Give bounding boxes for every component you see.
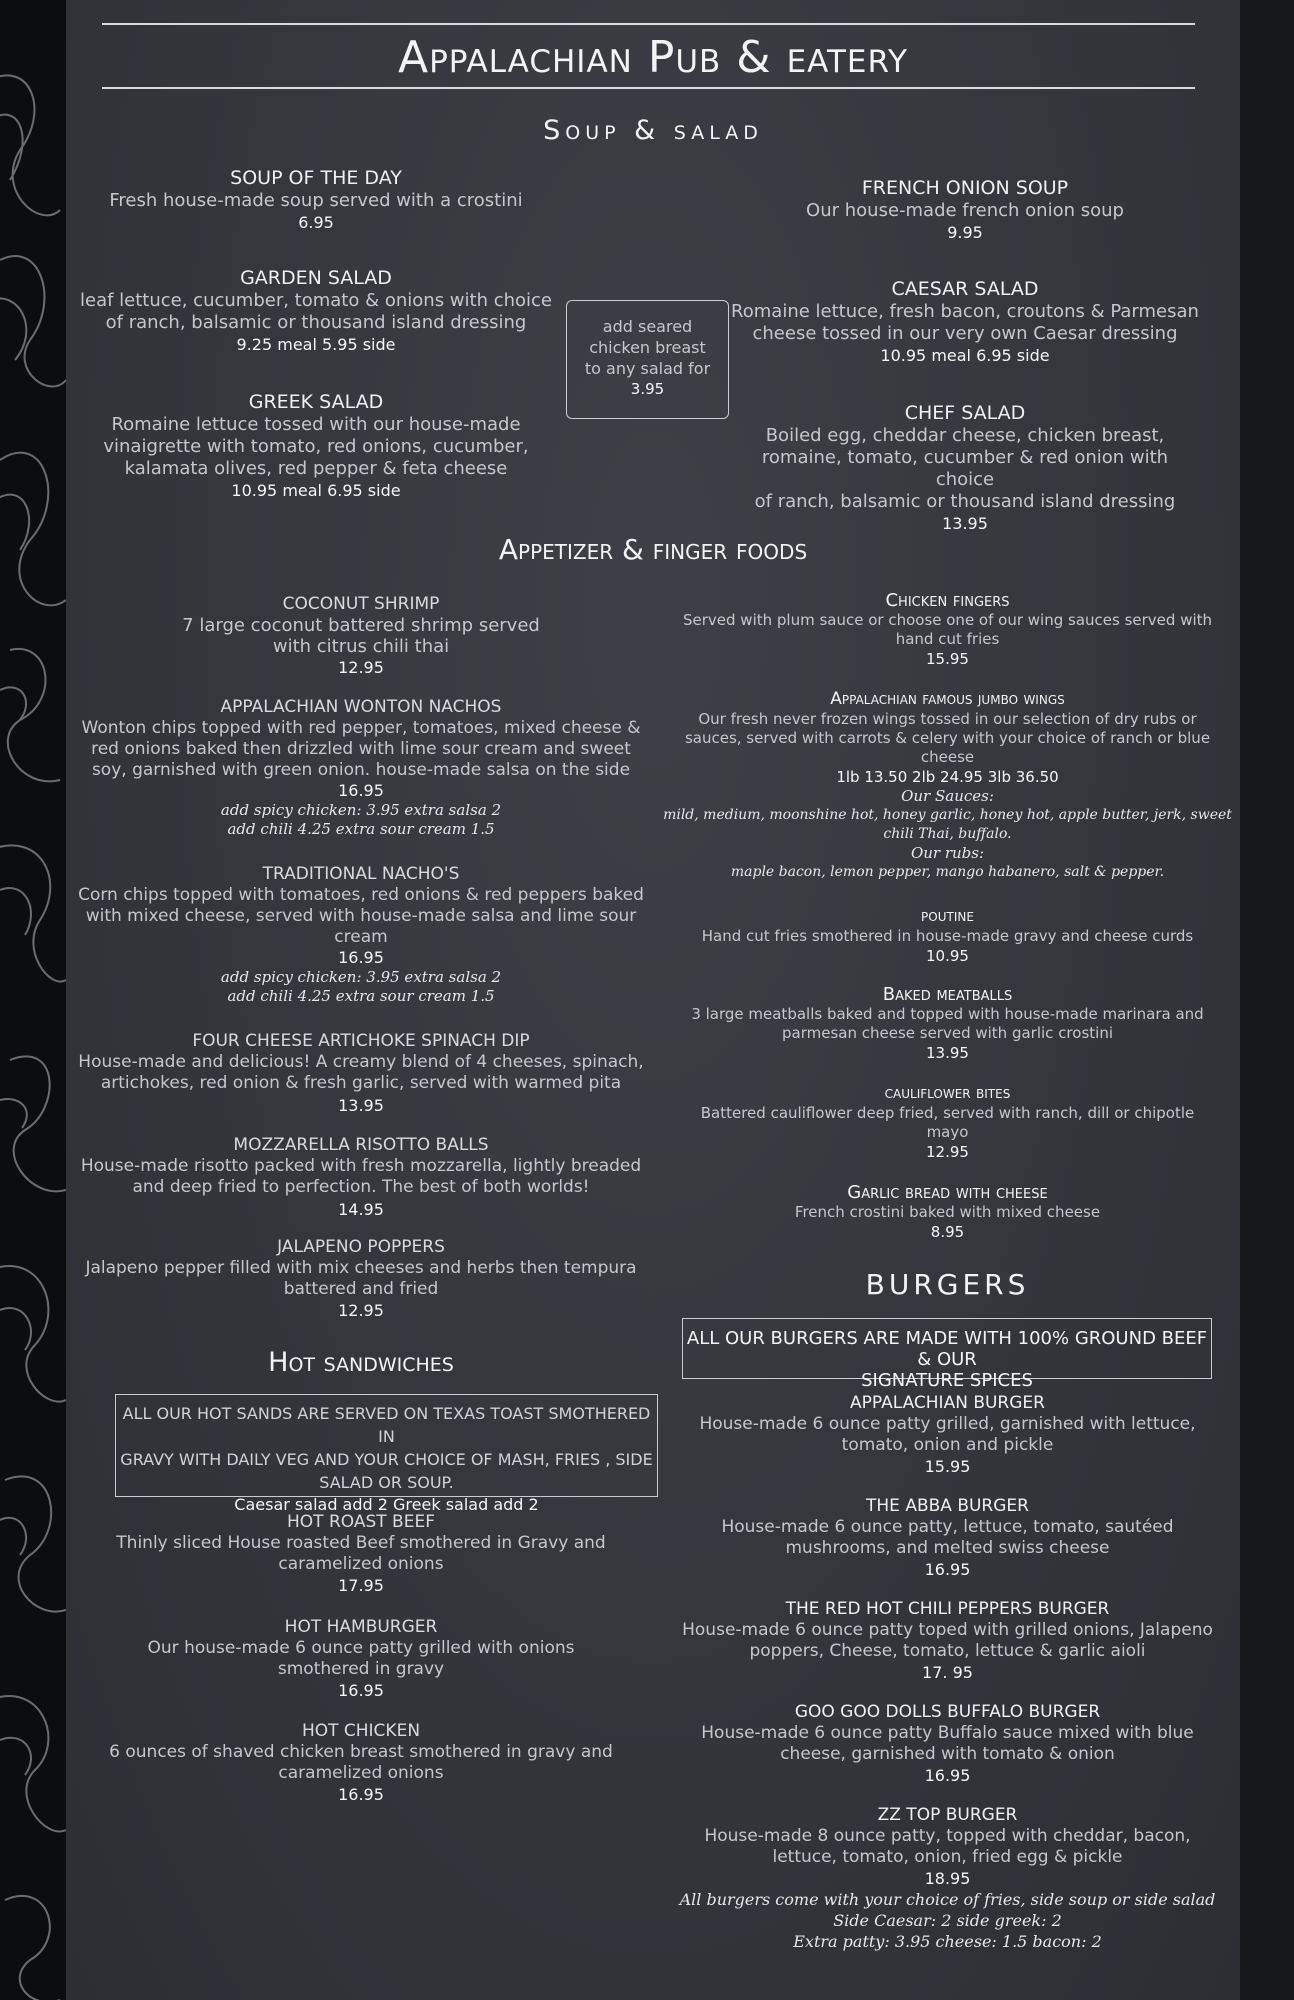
item-description: caramelized onions	[278, 1554, 444, 1574]
item-description: House-made and delicious! A creamy blend of 4 cheeses, spinach,	[78, 1052, 644, 1072]
hot-sandwiches-note	[115, 1402, 658, 1515]
menu-item-french-onion-soup	[730, 176, 1200, 243]
item-name: CAESAR SALAD	[891, 278, 1039, 300]
addon-line: add seared	[602, 317, 693, 336]
rubs-list: maple bacon, lemon pepper, mango habanero, salt & pepper.	[730, 864, 1165, 880]
burgers-footer: All burgers come with your choice of fries, side soup or side salad	[679, 1890, 1216, 1909]
item-name: THE RED HOT CHILI PEPPERS BURGER	[785, 1599, 1110, 1619]
item-price: 16.95	[338, 948, 384, 967]
item-description: and deep fried to perfection. The best of both worlds!	[132, 1177, 590, 1197]
item-name: Appalachian famous jumbo wings	[830, 689, 1065, 709]
section-heading-soup-salad: Soup & salad	[543, 115, 763, 146]
item-description: Boiled egg, cheddar cheese, chicken breast,	[765, 425, 1165, 446]
item-description: House-made 6 ounce patty grilled, garnished with lettuce,	[699, 1414, 1196, 1434]
item-description: Romaine lettuce tossed with our house-made	[111, 414, 521, 435]
item-description: Our fresh never frozen wings tossed in our selection of dry rubs or	[698, 710, 1197, 728]
item-price: 15.95	[926, 650, 969, 668]
item-description: House-made 8 ounce patty, topped with cheddar, bacon,	[704, 1826, 1191, 1846]
item-price: 9.95	[947, 223, 983, 242]
item-price: 10.95	[926, 947, 969, 965]
item-description: battered and fried	[283, 1279, 439, 1299]
note-line: ALL OUR HOT SANDS ARE SERVED ON TEXAS TOAST SMOTHERED IN	[122, 1404, 651, 1446]
item-description: 6 ounces of shaved chicken breast smothered in gravy and	[109, 1742, 613, 1762]
item-description: Battered cauliflower deep fried, served with ranch, dill or chipotle	[700, 1104, 1195, 1122]
burgers-note-line: SIGNATURE SPICES	[861, 1370, 1033, 1391]
menu-item-garlic-bread	[660, 1182, 1235, 1242]
item-name: Baked meatballs	[882, 984, 1013, 1005]
item-name: GREEK SALAD	[248, 391, 384, 413]
item-price: 18.95	[924, 1869, 971, 1888]
item-name: Garlic bread with cheese	[847, 1182, 1048, 1203]
item-description: French crostini baked with mixed cheese	[794, 1203, 1101, 1221]
item-description: poppers, Cheese, tomato, lettuce & garlic aioli	[749, 1641, 1146, 1661]
item-description: kalamata olives, red pepper & feta cheese	[124, 458, 508, 479]
menu-item-hot-roast-beef	[66, 1512, 656, 1596]
item-price: 10.95 meal 6.95 side	[880, 346, 1050, 365]
item-name: SOUP OF THE DAY	[230, 167, 402, 189]
item-description: mushrooms, and melted swiss cheese	[785, 1538, 1110, 1558]
burgers-footer: Extra patty: 3.95 cheese: 1.5 bacon: 2	[793, 1932, 1102, 1951]
item-description: tomato, onion and pickle	[841, 1435, 1054, 1455]
item-description: of ranch, balsamic or thousand island dressing	[754, 491, 1176, 512]
item-description: vinaigrette with tomato, red onions, cucumber,	[103, 436, 529, 457]
item-price: 16.95	[924, 1560, 971, 1579]
note-line: GRAVY WITH DAILY VEG AND YOUR CHOICE OF MASH, FRIES , SIDE	[120, 1450, 653, 1469]
item-price: 10.95 meal 6.95 side	[231, 481, 401, 500]
item-name: THE ABBA BURGER	[866, 1496, 1029, 1516]
addon-line: to any salad for	[584, 359, 711, 378]
menu-item-abba-burger	[660, 1496, 1235, 1580]
menu-item-hot-hamburger	[66, 1617, 656, 1701]
item-price: 13.95	[942, 514, 988, 533]
item-description: cheese tossed in our very own Caesar dressing	[752, 323, 1178, 344]
menu-item-goo-goo-dolls-burger	[660, 1702, 1235, 1786]
item-name: APPALACHIAN BURGER	[850, 1393, 1045, 1413]
item-price: 17.95	[338, 1576, 384, 1595]
section-heading-appetizers: Appetizer & finger foods	[498, 533, 808, 566]
menu-item-jumbo-wings	[660, 689, 1235, 882]
section-heading-hot-sandwiches: Hot sandwiches	[268, 1347, 454, 1378]
addon-price: 3.95	[630, 380, 665, 398]
item-description: lettuce, tomato, onion, fried egg & pickle	[772, 1847, 1123, 1867]
item-price: 16.95	[338, 1681, 384, 1700]
topographic-border	[0, 0, 66, 2000]
item-description: soy, garnished with green onion. house-made salsa on the side	[91, 760, 631, 780]
section-heading-burgers: BURGERS	[865, 1268, 1030, 1301]
item-description: romaine, tomato, cucumber & red onion with choice	[761, 447, 1169, 490]
item-extras: add chili 4.25 extra sour cream 1.5	[227, 987, 495, 1005]
item-description: cheese	[920, 748, 975, 766]
item-description: Our house-made 6 ounce patty grilled with onions	[147, 1638, 575, 1658]
item-name: CHEF SALAD	[904, 402, 1026, 424]
sauces-label: Our Sauces:	[901, 787, 994, 805]
note-addons: Caesar salad add 2 Greek salad add 2	[234, 1495, 539, 1514]
chicken-addon-text	[566, 316, 729, 400]
item-price: 13.95	[926, 1044, 969, 1062]
menu-item-hot-chicken	[66, 1721, 656, 1805]
right-border	[1240, 0, 1294, 2000]
menu-item-chicken-fingers	[660, 590, 1235, 669]
item-name: cauliflower bites	[884, 1083, 1011, 1103]
item-extras: add chili 4.25 extra sour cream 1.5	[227, 820, 495, 838]
item-price: 17. 95	[922, 1663, 973, 1682]
item-price: 12.95	[338, 658, 384, 677]
sauces-list: chili Thai, buffalo.	[883, 826, 1012, 842]
item-description: Wonton chips topped with red pepper, tomatoes, mixed cheese &	[81, 718, 641, 738]
burgers-footer: Side Caesar: 2 side greek: 2	[833, 1911, 1062, 1930]
item-description: caramelized onions	[278, 1763, 444, 1783]
item-name: ZZ TOP BURGER	[877, 1805, 1018, 1825]
item-price: 16.95	[924, 1766, 971, 1785]
item-description: Corn chips topped with tomatoes, red onions & red peppers baked	[78, 885, 644, 905]
menu-item-zz-top-burger	[660, 1805, 1235, 1952]
item-price: 12.95	[338, 1301, 384, 1320]
item-name: HOT CHICKEN	[301, 1721, 421, 1741]
item-extras: add spicy chicken: 3.95 extra salsa 2	[220, 801, 502, 819]
item-description: hand cut fries	[895, 630, 1000, 648]
item-description: leaf lettuce, cucumber, tomato & onions with choice	[80, 290, 552, 311]
item-price: 8.95	[930, 1223, 965, 1241]
item-description: Romaine lettuce, fresh bacon, croutons & Parmesan	[731, 301, 1199, 322]
menu-item-greek-salad	[66, 390, 566, 501]
item-price: 15.95	[924, 1457, 971, 1476]
item-name: GARDEN SALAD	[240, 267, 392, 289]
item-name: MOZZARELLA RISOTTO BALLS	[233, 1135, 489, 1155]
menu-item-artichoke-dip	[66, 1031, 656, 1118]
note-line: SALAD OR SOUP.	[319, 1473, 454, 1492]
item-price: 1lb 13.50 2lb 24.95 3lb 36.50	[836, 768, 1059, 786]
item-price: 12.95	[926, 1143, 969, 1161]
sauces-list: mild, medium, moonshine hot, honey garlic, honey hot, apple butter, jerk, sweet	[663, 807, 1232, 823]
item-description: parmesan cheese served with garlic crostini	[782, 1024, 1113, 1042]
rubs-label: Our rubs:	[910, 844, 985, 862]
item-description: with citrus chili thai	[272, 636, 450, 657]
item-price: 16.95	[338, 781, 384, 800]
item-description: smothered in gravy	[277, 1659, 445, 1679]
menu-item-cauliflower-bites	[660, 1083, 1235, 1162]
restaurant-title: Appalachian Pub & eatery	[397, 32, 908, 83]
top-rule	[102, 23, 1195, 25]
item-description: cream	[334, 927, 388, 947]
item-name: HOT HAMBURGER	[284, 1617, 438, 1637]
item-name: FRENCH ONION SOUP	[861, 177, 1069, 199]
item-name: poutine	[921, 906, 974, 926]
item-name: TRADITIONAL NACHO'S	[262, 864, 460, 884]
item-description: House-made 6 ounce patty, lettuce, tomato, sautéed	[721, 1517, 1174, 1537]
item-name: Chicken fingers	[885, 590, 1010, 611]
item-description: 7 large coconut battered shrimp served	[182, 615, 540, 636]
menu-item-garden-salad	[66, 266, 566, 355]
menu-item-jalapeno-poppers	[66, 1237, 656, 1321]
item-description: Our house-made french onion soup	[806, 200, 1124, 221]
item-description: 3 large meatballs baked and topped with house-made marinara and	[691, 1005, 1204, 1023]
item-description: Jalapeno pepper filled with mix cheeses and herbs then tempura	[85, 1258, 637, 1278]
menu-item-chef-salad	[730, 401, 1200, 534]
item-description: sauces, served with carrots & celery with your choice of ranch or blue	[684, 729, 1211, 747]
item-description: Served with plum sauce or choose one of our wing sauces served with	[682, 611, 1213, 629]
title-underline	[102, 87, 1195, 89]
item-description: artichokes, red onion & fresh garlic, served with warmed pita	[100, 1073, 622, 1093]
item-price: 6.95	[298, 213, 334, 232]
menu-item-caesar-salad	[730, 277, 1200, 366]
item-description: with mixed cheese, served with house-made salsa and lime sour	[85, 906, 637, 926]
item-price: 14.95	[338, 1200, 384, 1219]
item-description: of ranch, balsamic or thousand island dressing	[105, 312, 527, 333]
menu-item-poutine	[660, 906, 1235, 966]
menu-item-risotto-balls	[66, 1135, 656, 1222]
item-price: 16.95	[338, 1785, 384, 1804]
menu-item-coconut-shrimp	[66, 594, 656, 678]
item-name: APPALACHIAN WONTON NACHOS	[220, 697, 502, 717]
item-name: JALAPENO POPPERS	[277, 1237, 445, 1257]
item-name: HOT ROAST BEEF	[287, 1512, 435, 1532]
burgers-note-line: ALL OUR BURGERS ARE MADE WITH 100% GROUND BEEF & OUR	[686, 1328, 1208, 1370]
item-description: Thinly sliced House roasted Beef smothered in Gravy and	[116, 1533, 606, 1553]
menu-item-traditional-nachos	[66, 864, 656, 1006]
menu-item-red-hot-chili-peppers-burger	[660, 1599, 1235, 1683]
menu-item-wonton-nachos	[66, 697, 656, 839]
item-description: mayo	[926, 1123, 969, 1141]
item-extras: add spicy chicken: 3.95 extra salsa 2	[220, 968, 502, 986]
item-price: 13.95	[338, 1096, 384, 1115]
item-description: Hand cut fries smothered in house-made gravy and cheese curds	[701, 927, 1194, 945]
burgers-note	[682, 1328, 1212, 1391]
item-description: cheese, garnished with tomato & onion	[780, 1744, 1115, 1764]
addon-line: chicken breast	[589, 338, 706, 357]
item-description: red onions baked then drizzled with lime sour cream and sweet	[91, 739, 631, 759]
item-description: Fresh house-made soup served with a crostini	[109, 190, 523, 211]
item-description: House-made risotto packed with fresh mozzarella, lightly breaded	[80, 1156, 642, 1176]
menu-item-soup-of-the-day	[66, 166, 566, 233]
item-description: House-made 6 ounce patty Buffalo sauce mixed with blue	[701, 1723, 1194, 1743]
item-name: FOUR CHEESE ARTICHOKE SPINACH DIP	[192, 1031, 530, 1051]
item-price: 9.25 meal 5.95 side	[236, 335, 396, 354]
menu-item-baked-meatballs	[660, 984, 1235, 1063]
item-name: GOO GOO DOLLS BUFFALO BURGER	[794, 1702, 1101, 1722]
item-name: COCONUT SHRIMP	[282, 594, 440, 614]
topographic-pattern-icon	[0, 0, 66, 2000]
menu-item-appalachian-burger	[660, 1393, 1235, 1477]
item-description: House-made 6 ounce patty toped with grilled onions, Jalapeno	[682, 1620, 1213, 1640]
